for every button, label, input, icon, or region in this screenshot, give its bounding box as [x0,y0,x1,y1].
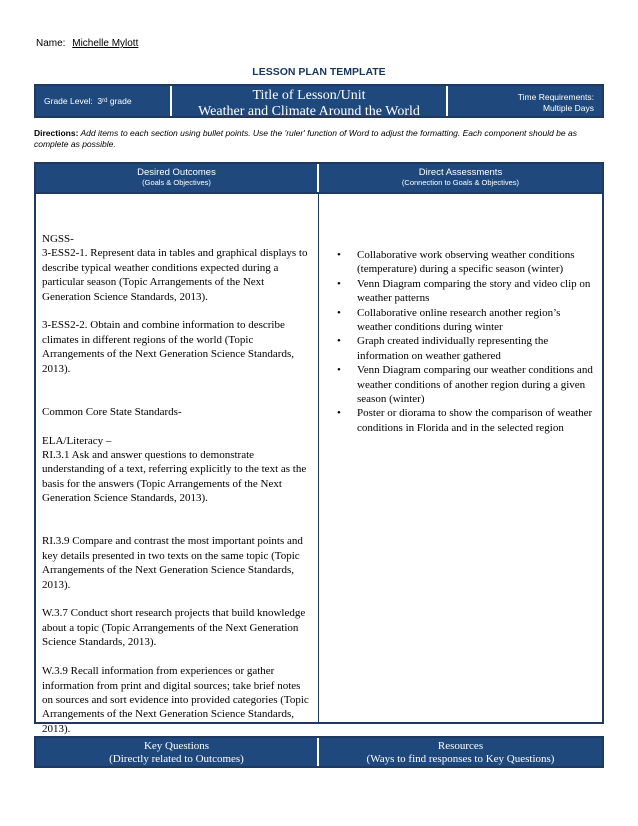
resources-heading: Resources [437,740,484,752]
standard-3-ess2-1: 3-ESS2-1. Represent data in tables and graphical displays to describe typical weather conditions expected during a particular season (Topic Arrangements of the Next Generation Science Standards, 2013). [42,247,308,303]
questions-resources-table [34,736,604,768]
grade-level-cell [36,86,172,116]
assessments-list [333,248,596,435]
list-item [333,277,596,306]
direct-assessments-subheading: (Connection to Goals & Objectives) [401,178,520,187]
list-item [333,306,596,335]
lesson-header-table [34,84,604,118]
standard-w-3-7: W.3.7 Conduct short research projects that build knowledge about a topic (Topic Arrangements of the Next Generation Science Standards, 2013). [42,607,306,649]
table-header-row [36,164,602,194]
standard-w-3-9: W.3.9 Recall information from experiences or gather information from print and digital sources; take brief notes on sources and sort evidence into provided categories (Topic Arrangements of the Next Generation Science Standards, 2013). [42,665,309,735]
assessment-text: Poster or diorama to show the comparison of weather conditions in Florida and in the selected region [357,407,593,434]
time-requirements-cell [448,86,602,116]
list-item [333,248,596,277]
lesson-title-label: Title of Lesson/Unit [252,88,366,103]
name-label: Name: [36,38,66,49]
name-value: Michelle Mylott [72,38,139,49]
assessment-text: Collaborative work observing weather conditions (temperature) during a specific season (winter) [357,249,575,276]
time-value: Multiple Days [542,103,594,113]
ela-literacy-label: ELA/Literacy – [42,434,112,447]
grade-word: grade [109,96,132,106]
standard-3-ess2-2: 3-ESS2-2. Obtain and combine information to describe climates in different regions of the world (Topic Arrangements of the Next Generation Science Standards, 2013). [42,319,294,375]
directions-text: Add items to each section using bullet points. Use the 'ruler' function of Word to adjust the formatting. Each component should be as complete as possible. [34,128,577,149]
list-item [333,334,596,363]
key-questions-header [36,738,319,766]
direct-assessments-header [319,164,602,192]
resources-subheading: (Ways to find responses to Key Questions) [366,753,555,765]
document-title: LESSON PLAN TEMPLATE [252,66,386,78]
grade-suffix: rd [102,98,108,104]
table-body-row [36,194,602,735]
assessment-text: Graph created individually representing the information on weather gathered [357,335,549,362]
list-item [333,406,596,435]
resources-header [319,738,602,766]
directions [34,128,604,150]
key-questions-subheading: (Directly related to Outcomes) [109,753,244,765]
time-label: Time Requirements: [517,92,594,102]
bullet-icon: • [337,306,341,319]
bullet-icon: • [337,249,341,261]
bullet-icon: • [337,407,341,420]
standard-ri-3-1: RI.3.1 Ask and answer questions to demonstrate understanding of a text, referring explicitly to the text as the basis for the answers (Topic Arrangements of the Next Generation Science Standards, 2013). [42,449,307,505]
desired-outcomes-heading: Desired Outcomes [137,167,216,178]
name-line [36,38,138,49]
assessment-text: Venn Diagram comparing our weather conditions and weather conditions of another region during a given season (winter) [357,364,593,406]
bullet-icon: • [337,364,341,377]
grade-label: Grade Level: [44,96,93,106]
direct-assessments-heading: Direct Assessments [418,167,503,178]
list-item [333,363,596,406]
desired-outcomes-cell [36,194,319,735]
outcomes-assessments-table [34,162,604,735]
desired-outcomes-header [36,164,319,192]
directions-label: Directions: [34,128,79,138]
key-questions-heading: Key Questions [143,740,210,752]
lesson-title-value: Weather and Climate Around the World [198,104,420,119]
bullet-icon: • [337,277,341,290]
bullet-icon: • [337,335,341,348]
desired-outcomes-subheading: (Goals & Objectives) [142,178,211,187]
standard-ri-3-9: RI.3.9 Compare and contrast the most important points and key details presented in two texts on the same topic (Topic Arrangements of the Next Generation Science Standards, 2013). [42,535,303,591]
ccss-label: Common Core State Standards- [42,405,182,418]
assessment-text: Venn Diagram comparing the story and video clip on weather patterns [357,277,591,305]
lesson-title-cell [172,86,448,119]
direct-assessments-cell [319,194,602,724]
assessment-text: Collaborative online research another region’s weather conditions during winter [357,306,561,334]
ngss-label: NGSS- [42,233,74,245]
grade-number: 3 [97,96,103,106]
